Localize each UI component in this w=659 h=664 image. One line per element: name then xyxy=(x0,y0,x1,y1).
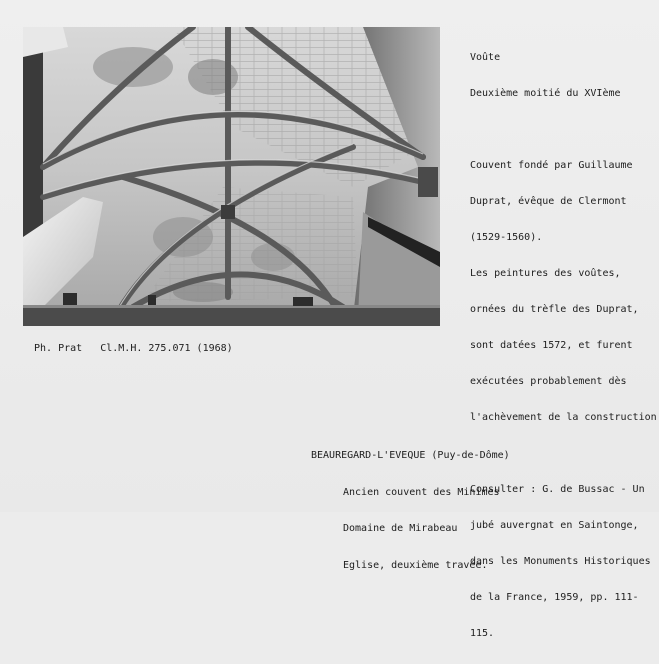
history-line: (1529-1560). xyxy=(470,232,543,243)
heading-line: Voûte xyxy=(470,52,501,63)
history-line: exécutées probablement dès xyxy=(470,376,627,387)
reference-line: de la France, 1959, pp. 111- xyxy=(470,592,639,603)
vault-photograph xyxy=(23,27,440,326)
history-line: sont datées 1572, et furent xyxy=(470,340,633,351)
photo-credit: Ph. Prat Cl.M.H. 275.071 (1968) xyxy=(34,343,233,354)
history-line: Duprat, évêque de Clermont xyxy=(470,196,627,207)
location-place: BEAUREGARD-L'EVEQUE (Puy-de-Dôme) xyxy=(311,450,510,461)
history-line: Couvent fondé par Guillaume xyxy=(470,160,633,171)
reference-line: jubé auvergnat en Saintonge, xyxy=(470,520,639,531)
location-detail: Eglise, deuxième travée. xyxy=(343,559,488,571)
history-line: l'achèvement de la construction xyxy=(470,412,657,423)
reference-line: Consulter : G. de Bussac - Un xyxy=(470,484,645,495)
history-line: Les peintures des voûtes, xyxy=(470,268,621,279)
location-detail: Ancien couvent des Minimes xyxy=(343,486,500,498)
location-detail: Domaine de Mirabeau xyxy=(343,523,458,534)
reference-line: dans les Monuments Historiques xyxy=(470,556,651,567)
vault-photo-illustration xyxy=(23,27,440,326)
location-block xyxy=(311,426,510,596)
heading-line: Deuxième moitié du XVIème xyxy=(470,88,621,99)
spacer xyxy=(470,124,656,136)
history-line: ornées du trèfle des Duprat, xyxy=(470,304,639,315)
reference-line: 115. xyxy=(470,628,495,639)
